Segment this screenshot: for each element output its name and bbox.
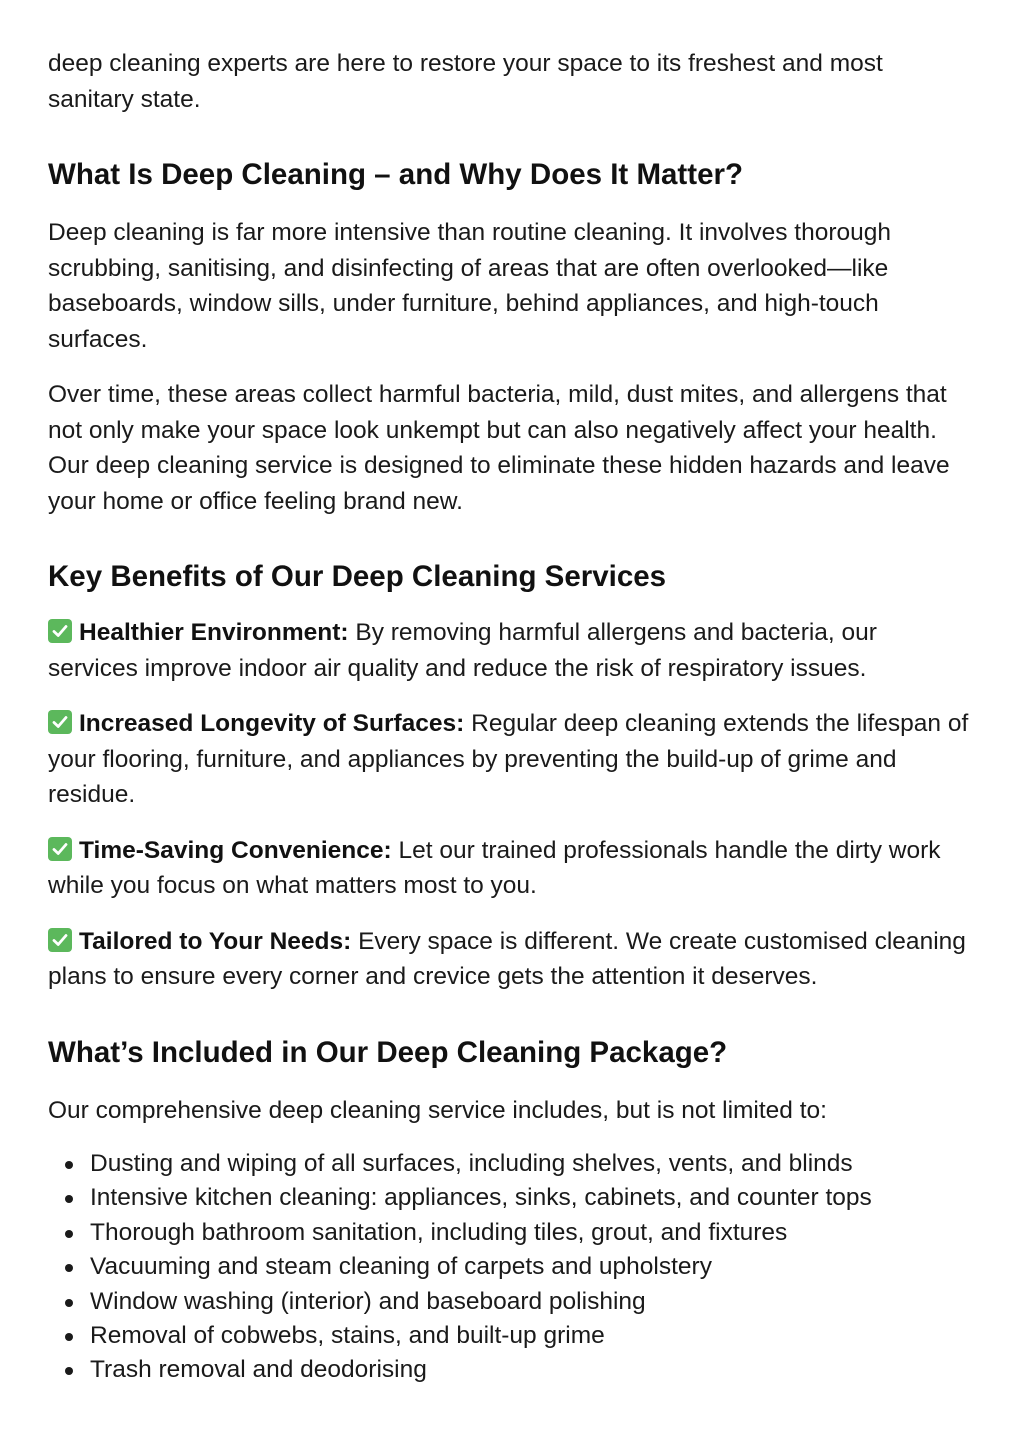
check-mark-icon: [48, 928, 72, 952]
list-item: Thorough bathroom sanitation, including tiles, grout, and fixtures: [48, 1216, 972, 1250]
paragraph-hidden-hazards: Over time, these areas collect harmful bacteria, mild, dust mites, and allergens that not only make your space look unkempt but can also negatively affect your health. Our deep cleaning service is designed to eliminate these hidden hazards and leave your home or office feeling brand new.: [48, 381, 950, 515]
heading-whats-included: What’s Included in Our Deep Cleaning Package?: [48, 1035, 728, 1069]
benefit-text: Regular deep cleaning extends the lifespan of your flooring, furniture, and appliances by preventing the build-up of grime and residue.: [48, 710, 969, 808]
heading-key-benefits: Key Benefits of Our Deep Cleaning Services: [48, 560, 667, 593]
list-item: Vacuuming and steam cleaning of carpets and upholstery: [48, 1250, 972, 1284]
benefit-text: By removing harmful allergens and bacteria, our services improve indoor air quality and reduce the risk of respiratory issues.: [48, 619, 877, 682]
benefit-item: [48, 615, 972, 686]
included-list: [48, 1147, 972, 1388]
benefit-title: Time-Saving Convenience:: [79, 836, 392, 864]
check-mark-icon: [48, 619, 72, 643]
list-item: Trash removal and deodorising: [48, 1353, 972, 1387]
benefit-item: [48, 924, 972, 995]
heading-what-is-deep-cleaning: What Is Deep Cleaning – and Why Does It Matter?: [48, 158, 743, 191]
list-item: Intensive kitchen cleaning: appliances, sinks, cabinets, and counter tops: [48, 1181, 972, 1215]
benefit-item: [48, 706, 972, 813]
list-item: Window washing (interior) and baseboard polishing: [48, 1285, 972, 1319]
list-item: Dusting and wiping of all surfaces, including shelves, vents, and blinds: [48, 1147, 972, 1181]
benefit-title: Healthier Environment:: [79, 619, 349, 646]
check-mark-icon: [48, 710, 72, 734]
intro-paragraph: deep cleaning experts are here to restore your space to its freshest and most sanitary state.: [48, 50, 883, 113]
benefit-title: Tailored to Your Needs:: [79, 927, 352, 955]
check-mark-icon: [48, 837, 72, 861]
included-intro-paragraph: Our comprehensive deep cleaning service includes, but is not limited to:: [48, 1096, 827, 1124]
paragraph-deep-cleaning-definition: Deep cleaning is far more intensive than routine cleaning. It involves thorough scrubbing, sanitising, and disinfecting of areas that are often overlooked—like baseboards, window sills, under furniture, behind appliances, and high-touch surfaces.: [48, 219, 892, 353]
list-item: Removal of cobwebs, stains, and built-up grime: [48, 1319, 972, 1353]
benefit-item: [48, 833, 972, 904]
benefit-title: Increased Longevity of Surfaces:: [79, 710, 465, 737]
benefit-text: Let our trained professionals handle the dirty work while you focus on what matters most to you.: [48, 836, 941, 899]
benefit-text: Every space is different. We create customised cleaning plans to ensure every corner and crevice gets the attention it deserves.: [48, 927, 966, 990]
